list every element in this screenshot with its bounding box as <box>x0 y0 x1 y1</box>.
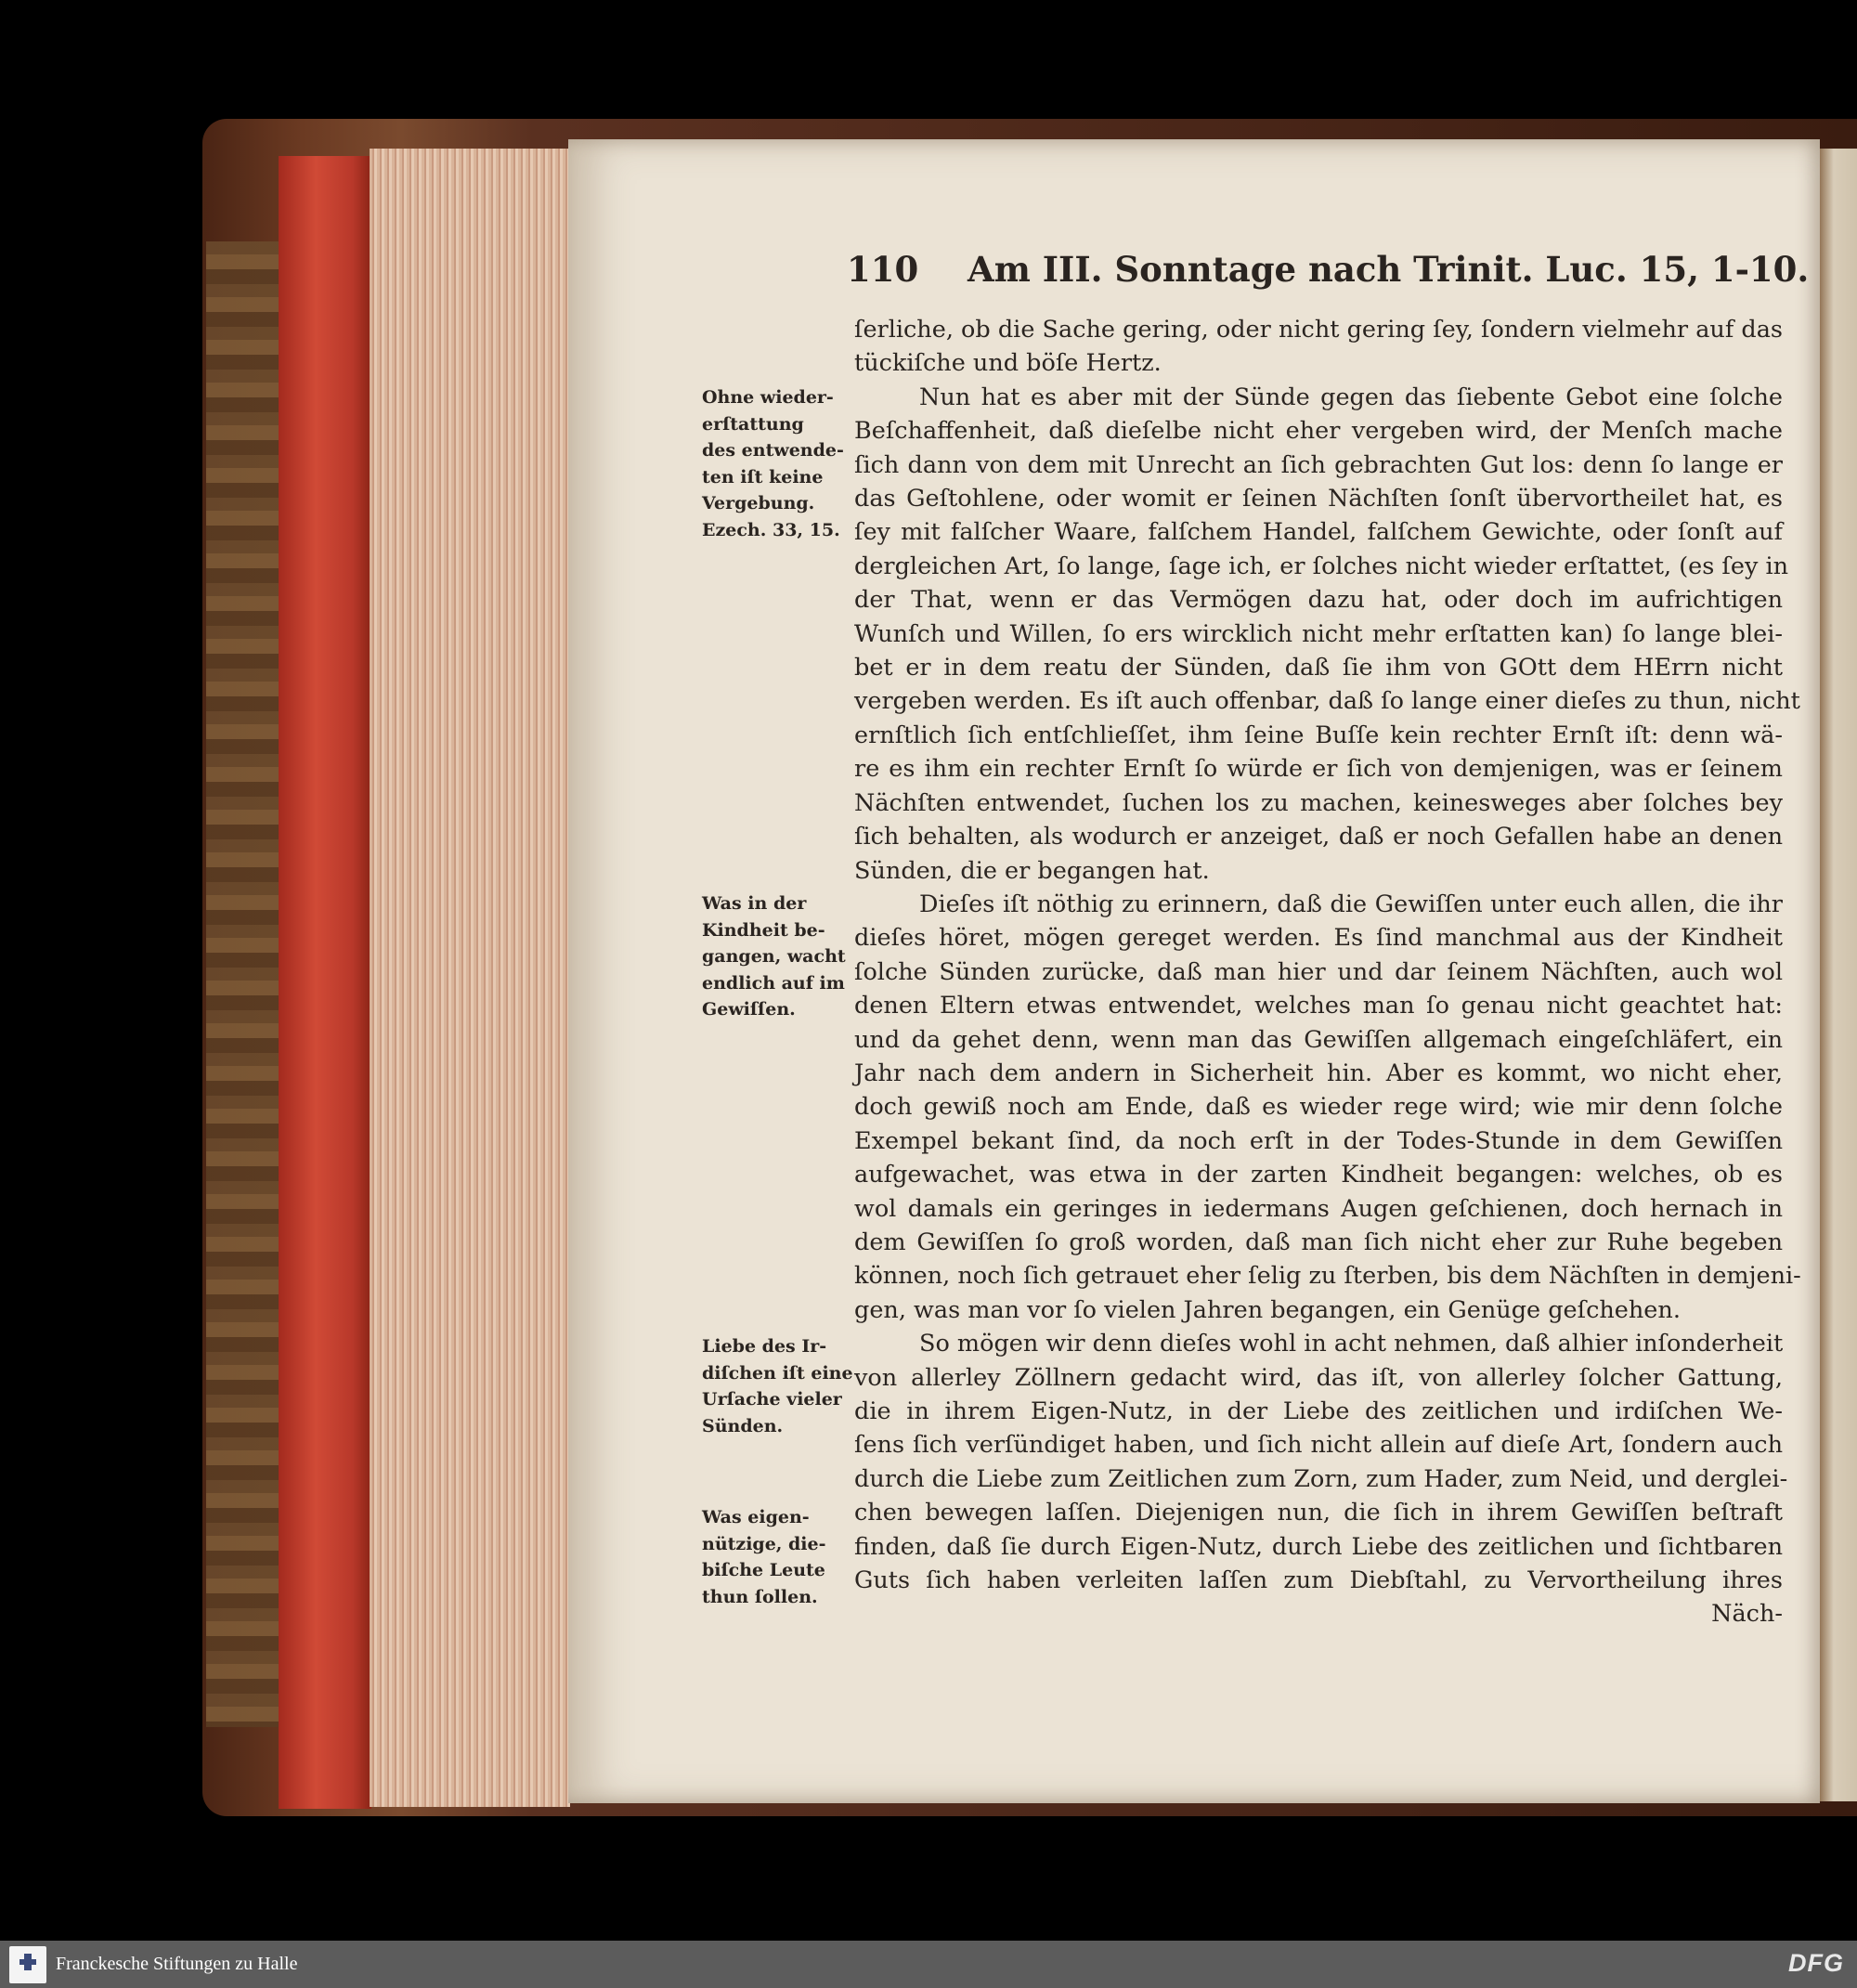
text-line: Wunſch und Willen, ſo ers wircklich nicht mehr erſtatten kan) ſo lange blei- <box>854 619 1783 648</box>
text-line: aufgewachet, was etwa in der zarten Kindheit begangen: welches, ob es <box>854 1161 1783 1189</box>
margin-note-line: erſtattung <box>702 413 804 435</box>
text-line: dergleichen Art, ſo lange, ſage ich, er ſolches nicht wieder erſtattet, (es ſey in <box>854 552 1789 580</box>
text-line: Dieſes iſt nöthig zu erinnern, daß die Gewiſſen unter euch allen, die ihr <box>919 890 1783 918</box>
margin-note-line: endlich auf im <box>702 972 845 994</box>
text-line: ernſtlich ſich entſchlieſſet, ihm ſeine Buſſe kein rechter Ernſt iſt: denn wä- <box>854 721 1783 749</box>
book-spine-edge <box>206 241 279 1727</box>
text-line: durch die Liebe zum Zeitlichen zum Zorn, zum Hader, zum Neid, und derglei- <box>854 1464 1788 1493</box>
margin-note-line: Urſache vieler <box>702 1389 842 1410</box>
text-line: tückiſche und böſe Hertz. <box>854 349 1162 378</box>
text-line: Beſchaffenheit, daß dieſelbe nicht eher vergeben wird, der Menſch mache <box>854 417 1783 446</box>
viewer-footer <box>0 1941 1857 1988</box>
text-line: können, noch ſich getrauet eher ſelig zu ſterben, bis dem Nächſten in demjeni- <box>854 1262 1801 1291</box>
text-line: chen bewegen laſſen. Diejenigen nun, die ſich in ihrem Gewiſſen beſtraft <box>854 1499 1783 1527</box>
margin-note <box>702 384 847 543</box>
text-line: ſerliche, ob die Sache gering, oder nicht gering ſey, ſondern vielmehr auf das <box>854 316 1783 344</box>
text-line: vergeben werden. Es iſt auch offenbar, daß ſo lange einer dieſes zu thun, nicht <box>854 687 1800 716</box>
margin-note-line: Liebe des Ir- <box>702 1336 827 1357</box>
margin-note-line: Gewiſſen. <box>702 999 796 1020</box>
margin-note-line: Kindheit be- <box>702 919 825 941</box>
text-line: bet er in dem reatu der Sünden, daß ſie ihm von GOtt dem HErrn nicht <box>854 654 1783 682</box>
text-line: von allerley Zöllnern gedacht wird, das iſt, von allerley ſolcher Gattung, <box>854 1363 1783 1392</box>
margin-note-line: nützige, die- <box>702 1533 826 1554</box>
page-block-edges <box>370 149 570 1807</box>
running-title: Am III. Sonntage nach Trinit. Luc. 15, 1-10. <box>967 249 1810 290</box>
margin-note-line: Vergebung. <box>702 493 815 513</box>
red-page-edge <box>279 156 371 1809</box>
margin-note-line: Was eigen- <box>702 1507 810 1527</box>
text-line: die in ihrem Eigen-Nutz, in der Liebe des zeitlichen und irdiſchen We- <box>854 1397 1783 1425</box>
text-line: Nächſten entwendet, ſuchen los zu machen, keinesweges aber ſolches bey <box>854 788 1783 817</box>
text-line: Nun hat es aber mit der Sünde gegen das ſiebente Gebot eine ſolche <box>919 383 1783 411</box>
institution-name: Franckesche Stiftungen zu Halle <box>56 1954 298 1974</box>
text-line: finden, daß ſie durch Eigen-Nutz, durch Liebe des zeitlichen und ſichtbaren <box>854 1532 1783 1561</box>
text-line: das Geſtohlene, oder womit er ſeinen Nächſten ſonſt übervortheilet hat, es <box>854 485 1783 513</box>
page-header <box>847 249 1810 295</box>
text-line: ſich dann von dem mit Unrecht an ſich gebrachten Gut los: denn ſo lange er <box>854 450 1783 479</box>
text-line: denen Eltern etwas entwendet, welches man ſo genau nicht geachtet hat: <box>854 992 1783 1020</box>
page-number: 110 <box>847 249 919 290</box>
margin-note-line: Ezech. 33, 15. <box>702 519 840 540</box>
margin-note <box>702 890 847 1023</box>
margin-note <box>702 1504 847 1610</box>
franckesche-stiftungen-logo-icon <box>9 1946 46 1983</box>
text-line: doch gewiß noch am Ende, daß es wieder rege wird; wie mir denn ſolche <box>854 1093 1783 1122</box>
text-line: gen, was man vor ſo vielen Jahren begangen, ein Genüge geſchehen. <box>854 1295 1681 1324</box>
margin-note-line: thun ſollen. <box>702 1586 818 1607</box>
page-body-text <box>854 313 1801 1631</box>
margin-note-line: biſche Leute <box>702 1560 825 1580</box>
catchword: Näch- <box>1711 1600 1783 1629</box>
text-line: dieſes höret, mögen gereget werden. Es ſind manchmal aus der Kindheit <box>854 924 1783 953</box>
text-line: ſich behalten, als wodurch er anzeiget, daß er noch Gefallen habe an denen <box>854 823 1783 851</box>
margin-note-line: gangen, wacht <box>702 946 846 967</box>
text-line: Sünden, die er begangen hat. <box>854 856 1210 885</box>
text-line: ſey mit falſcher Waare, falſchem Handel, falſchem Gewichte, oder ſonſt auf <box>854 518 1783 547</box>
margin-note-line: Ohne wieder- <box>702 387 834 408</box>
text-line: der That, wenn er das Vermögen dazu hat, oder doch im aufrichtigen <box>854 586 1783 615</box>
margin-note-line: des entwende- <box>702 440 844 461</box>
text-line: Jahr nach dem andern in Sicherheit hin. Aber es kommt, wo nicht eher, <box>854 1059 1783 1087</box>
text-line: ſolche Sünden zurücke, daß man hier und dar ſeinem Nächſten, auch wol <box>854 957 1783 986</box>
text-line: So mögen wir denn dieſes wohl in acht nehmen, daß alhier inſonderheit <box>919 1330 1784 1358</box>
logo-mark <box>24 1954 32 1970</box>
margin-note-line: Was in der <box>702 893 807 914</box>
facing-page-sliver <box>1818 149 1857 1801</box>
margin-note-line: Sünden. <box>702 1415 784 1436</box>
margin-note-line: diſchen iſt eine <box>702 1362 853 1384</box>
text-line: dem Gewiſſen ſo groß worden, daß man ſich nicht eher zur Ruhe begeben <box>854 1228 1783 1256</box>
text-line: und da gehet denn, wenn man das Gewiſſen allgemach eingeſchläfert, ein <box>854 1025 1783 1054</box>
text-line: re es ihm ein rechter Ernſt ſo würde er ſich von demjenigen, was er ſeinem <box>854 755 1783 784</box>
dfg-logo: DFG <box>1788 1949 1844 1977</box>
margin-note <box>702 1333 853 1439</box>
text-line: ſens ſich verſündiget haben, und ſich nicht allein auf dieſe Art, ſondern auch <box>854 1431 1783 1460</box>
text-line: Guts ſich haben verleiten laſſen zum Diebſtahl, zu Vervortheilung ihres <box>854 1566 1783 1595</box>
text-line: wol damals ein geringes in iedermans Augen geſchienen, doch hernach in <box>854 1194 1783 1223</box>
margin-note-line: ten iſt keine <box>702 466 824 487</box>
text-line: Exempel bekant ſind, da noch erſt in der Todes-Stunde in dem Gewiſſen <box>854 1126 1783 1155</box>
